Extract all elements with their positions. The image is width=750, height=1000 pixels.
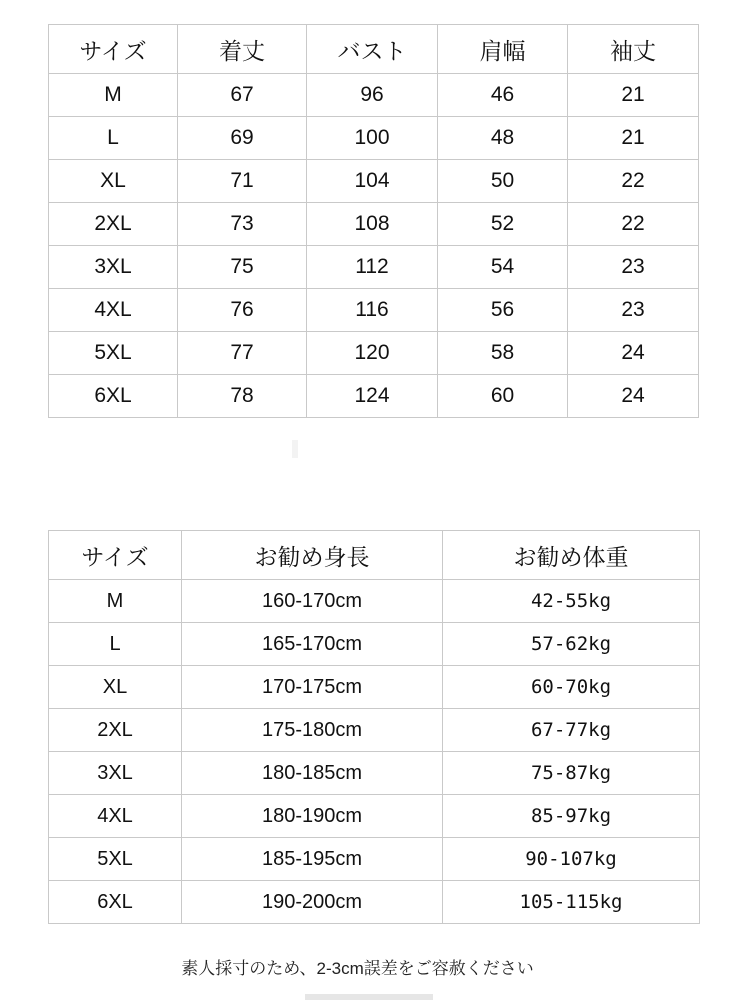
table-cell: 180-185cm <box>182 752 443 795</box>
table-cell: 58 <box>438 332 568 375</box>
table-row <box>49 160 699 203</box>
table-cell: 180-190cm <box>182 795 443 838</box>
table-cell: 2XL <box>49 203 178 246</box>
table-row <box>49 203 699 246</box>
table-row <box>49 117 699 160</box>
table-row <box>49 881 700 924</box>
decorative-bar <box>305 994 433 1000</box>
table-cell: 50 <box>438 160 568 203</box>
header-shoulder: 肩幅 <box>438 25 568 74</box>
table-cell: 78 <box>178 375 307 418</box>
header-size: サイズ <box>49 25 178 74</box>
table-cell: L <box>49 623 182 666</box>
table-cell: 120 <box>307 332 438 375</box>
table-cell: 190-200cm <box>182 881 443 924</box>
table-row <box>49 580 700 623</box>
table-cell: 5XL <box>49 838 182 881</box>
decorative-mark <box>292 440 298 458</box>
table-cell: 24 <box>568 332 699 375</box>
table-cell: 77 <box>178 332 307 375</box>
table-row <box>49 74 699 117</box>
table-cell: 75-87kg <box>443 752 700 795</box>
table-cell: 170-175cm <box>182 666 443 709</box>
table-row <box>49 375 699 418</box>
table-cell: XL <box>49 666 182 709</box>
table-cell: 4XL <box>49 289 178 332</box>
table-cell: 100 <box>307 117 438 160</box>
table-cell: 69 <box>178 117 307 160</box>
measurement-note: 素人採寸のため、2-3cm誤差をご容赦ください <box>181 959 534 978</box>
table-cell: 22 <box>568 160 699 203</box>
table-cell: M <box>49 74 178 117</box>
table-cell: 42-55kg <box>443 580 700 623</box>
table-row <box>49 752 700 795</box>
table-cell: 21 <box>568 117 699 160</box>
table-cell: 60 <box>438 375 568 418</box>
recommendation-header-row <box>49 531 700 580</box>
table-cell: 52 <box>438 203 568 246</box>
table-cell: 5XL <box>49 332 178 375</box>
table-cell: 175-180cm <box>182 709 443 752</box>
table-row <box>49 838 700 881</box>
table-cell: 112 <box>307 246 438 289</box>
header-recommended-height: お勧め身長 <box>182 531 443 580</box>
recommendation-table <box>48 530 700 924</box>
table-cell: L <box>49 117 178 160</box>
table-cell: XL <box>49 160 178 203</box>
table-cell: 21 <box>568 74 699 117</box>
table-row <box>49 623 700 666</box>
table-row <box>49 289 699 332</box>
table-cell: 3XL <box>49 752 182 795</box>
table-cell: 23 <box>568 289 699 332</box>
table-cell: 46 <box>438 74 568 117</box>
table-cell: 4XL <box>49 795 182 838</box>
table-row <box>49 332 699 375</box>
table-cell: 124 <box>307 375 438 418</box>
table-cell: 56 <box>438 289 568 332</box>
table-cell: 185-195cm <box>182 838 443 881</box>
header-size: サイズ <box>49 531 182 580</box>
table-cell: 160-170cm <box>182 580 443 623</box>
table-cell: 96 <box>307 74 438 117</box>
table-row <box>49 666 700 709</box>
table-cell: 6XL <box>49 881 182 924</box>
table-cell: 73 <box>178 203 307 246</box>
table-row <box>49 795 700 838</box>
table-cell: 22 <box>568 203 699 246</box>
table-cell: 116 <box>307 289 438 332</box>
table-cell: 48 <box>438 117 568 160</box>
table-cell: 24 <box>568 375 699 418</box>
header-length: 着丈 <box>178 25 307 74</box>
header-bust: バスト <box>307 25 438 74</box>
table-cell: 6XL <box>49 375 178 418</box>
table-cell: 108 <box>307 203 438 246</box>
table-cell: 2XL <box>49 709 182 752</box>
size-chart-header-row <box>49 25 699 74</box>
table-cell: 75 <box>178 246 307 289</box>
table-cell: 104 <box>307 160 438 203</box>
table-cell: 71 <box>178 160 307 203</box>
size-chart-table <box>48 24 699 418</box>
table-cell: 105-115kg <box>443 881 700 924</box>
table-cell: 3XL <box>49 246 178 289</box>
table-row <box>49 709 700 752</box>
table-cell: 67-77kg <box>443 709 700 752</box>
table-cell: 60-70kg <box>443 666 700 709</box>
table-cell: 165-170cm <box>182 623 443 666</box>
table-cell: 67 <box>178 74 307 117</box>
table-row <box>49 246 699 289</box>
table-cell: 54 <box>438 246 568 289</box>
table-cell: 90-107kg <box>443 838 700 881</box>
table-cell: 85-97kg <box>443 795 700 838</box>
table-cell: 76 <box>178 289 307 332</box>
table-cell: M <box>49 580 182 623</box>
table-cell: 23 <box>568 246 699 289</box>
table-cell: 57-62kg <box>443 623 700 666</box>
header-recommended-weight: お勧め体重 <box>443 531 700 580</box>
header-sleeve: 袖丈 <box>568 25 699 74</box>
